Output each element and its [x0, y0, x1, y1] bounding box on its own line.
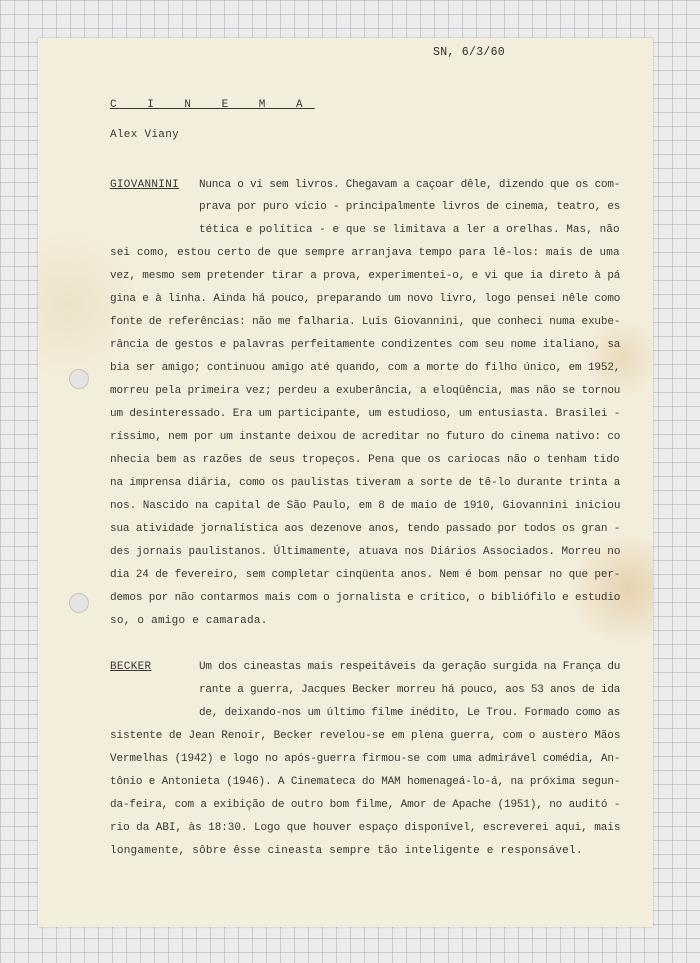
text-line: des jornais paulistanos. Últimamente, atuava nos Diários Associados. Morreu no [110, 546, 621, 558]
text-line: bia ser amigo; continuou amigo até quando, com a morte do filho único, em 1952, [110, 362, 621, 374]
text-line: da-feira, com a exibição de outro bom filme, Amor de Apache (1951), no auditó - [110, 799, 621, 811]
text-line: sistente de Jean Renoir, Becker revelou-se em plena guerra, com o austero Mãos [110, 730, 621, 742]
section-heading-becker: BECKER [110, 661, 152, 673]
document-date: SN, 6/3/60 [433, 46, 506, 59]
text-line: sei como, estou certo de que sempre arranjava tempo para lê-los: mais de uma [110, 247, 620, 259]
text-line: Nunca o vi sem livros. Chegavam a caçoar dêle, dizendo que os com- [199, 179, 621, 191]
text-line: morreu pela primeira vez; perdeu a exuberância, a eloqüência, mas não se tornou [110, 385, 621, 397]
text-line: gina e à linha. Ainda há pouco, preparando um novo livro, logo pensei nêle como [110, 293, 621, 305]
text-line: sua atividade jornalística aos dezenove anos, tendo passado por todos os gran - [110, 523, 621, 535]
text-line: vez, mesmo sem pretender tirar a prova, experimentei-o, e vi que ia direto à pá [110, 270, 621, 282]
text-line: so, o amigo e camarada. [110, 615, 268, 627]
text-line: rante a guerra, Jacques Becker morreu há pouco, aos 53 anos de ida [199, 684, 621, 696]
text-line: de, deixando-nos um último filme inédito, Le Trou. Formado como as [199, 707, 621, 719]
text-line: rio da ABI, às 18:30. Logo que houver espaço disponível, escreverei aqui, mais [110, 822, 621, 834]
text-line: dia 24 de fevereiro, sem completar cinqüenta anos. Nem é bom pensar no que per- [110, 569, 621, 581]
text-line: rância de gestos e palavras perfeitamente condizentes com seu nome italiano, sa [110, 339, 621, 351]
text-line: tônio e Antonieta (1946). A Cinemateca do MAM homenageá-lo-á, na próxima segun- [110, 776, 621, 788]
text-line: Vermelhas (1942) e logo no após-guerra firmou-se com uma admirável comédia, An- [110, 753, 621, 765]
author-name: Alex Viany [110, 129, 180, 141]
page-title: C I N E M A [110, 99, 315, 111]
punch-hole-lower [69, 593, 89, 613]
punch-hole-upper [69, 369, 89, 389]
text-line: nos. Nascido na capital de São Paulo, em 8 de maio de 1910, Giovannini iniciou [110, 500, 621, 512]
text-line: demos por não contarmos mais com o jornalista e crítico, o bibliófilo e estudio [110, 592, 621, 604]
text-line: prava por puro vício - principalmente livros de cinema, teatro, es [199, 201, 621, 213]
text-line: tética e política - e que se limitava a ler a orelhas. Mas, não [199, 224, 620, 236]
text-line: Um dos cineastas mais respeitáveis da geração surgida na França du [199, 661, 621, 673]
text-line: ríssimo, nem por um instante deixou de acreditar no futuro do cinema nativo: co [110, 431, 621, 443]
text-line: longamente, sôbre êsse cineasta sempre tão inteligente e responsável. [110, 845, 583, 857]
text-line: nhecia bem as razões de seus tropeços. Pena que os cariocas não o tenham tido [110, 454, 620, 466]
text-line: um desinteressado. Era um participante, um estudioso, um entusiasta. Brasilei - [110, 408, 621, 420]
text-line: na imprensa diária, como os paulistas tiveram a sorte de tê-lo durante trinta a [110, 477, 621, 489]
section-heading-giovannini: GIOVANNINI [110, 179, 180, 191]
text-line: fonte de referências: não me falharia. Luís Giovannini, que conheci numa exube- [110, 316, 621, 328]
